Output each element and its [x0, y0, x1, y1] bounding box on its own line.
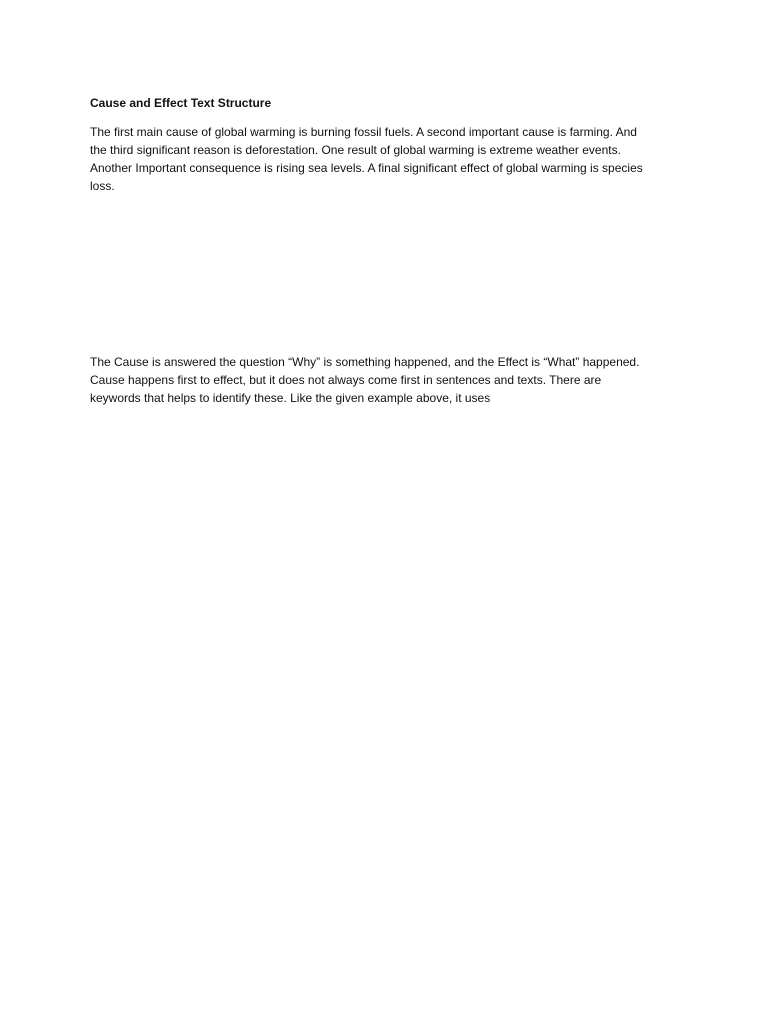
document-title: Cause and Effect Text Structure [90, 96, 272, 110]
paragraph-line: loss. [90, 179, 115, 193]
paragraph-line: Cause happens first to effect, but it does not always come first in sentences and texts. There are [90, 373, 602, 387]
paragraph-line: The first main cause of global warming is burning fossil fuels. A second important cause is farming. And [90, 125, 637, 139]
paragraph-example [90, 123, 643, 195]
paragraph-line: keywords that helps to identify these. Like the given example above, it uses [90, 391, 491, 405]
paragraph-line: Another Important consequence is rising sea levels. A final significant effect of global warming is species [90, 161, 643, 175]
paragraph-line: The Cause is answered the question “Why” is something happened, and the Effect is “What” happened. [90, 355, 640, 369]
paragraph-explanation [90, 353, 639, 407]
paragraph-line: the third significant reason is deforestation. One result of global warming is extreme weather events. [90, 143, 621, 157]
